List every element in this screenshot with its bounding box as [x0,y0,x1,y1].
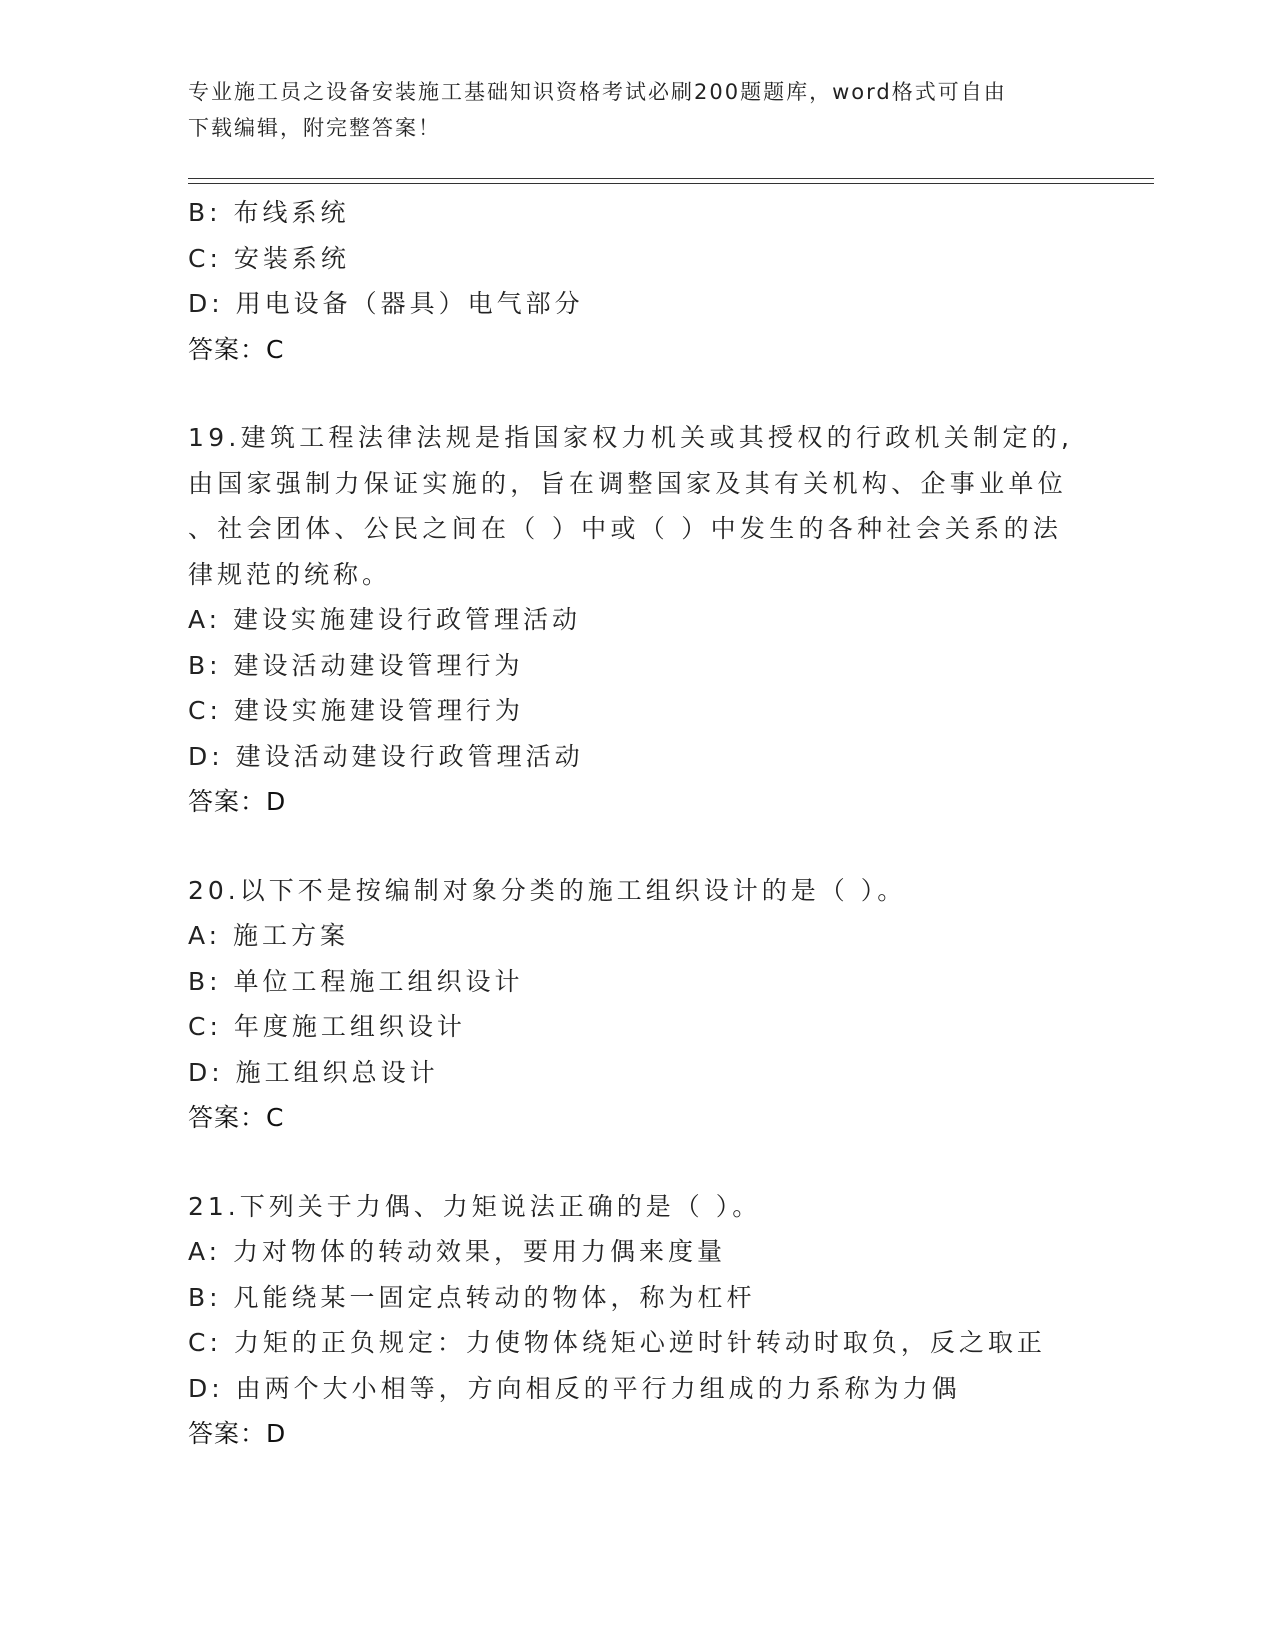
option-b: B: 布线系统 [188,198,350,227]
option-d: D: 用电设备（器具）电气部分 [188,289,584,318]
option-c: C: 安装系统 [188,243,350,273]
option-b: B: 单位工程施工组织设计 [188,966,524,996]
option-b: B: 建设活动建设管理行为 [188,650,524,680]
question-stem-line: 律规范的统称。 [188,559,392,589]
question-stem-line: 21.下列关于力偶、力矩说法正确的是（ ）。 [188,1191,762,1221]
spacer [188,1141,1088,1184]
header-divider-top [188,178,1154,179]
answer-line: 答案：D [188,1419,287,1448]
question-stem-line: 19.建筑工程法律法规是指国家权力机关或其授权的行政机关制定的, [188,423,1074,452]
option-a: A: 力对物体的转动效果，要用力偶来度量 [188,1237,727,1266]
spacer [188,372,1088,415]
option-a: A: 施工方案 [188,921,350,950]
option-c: C: 力矩的正负规定：力使物体绕矩心逆时针转动时取负，反之取正 [188,1328,1046,1357]
option-d: D: 施工组织总设计 [188,1057,439,1087]
answer-line: 答案：C [188,334,285,364]
spacer [188,825,1088,868]
question-21 [188,1184,1088,1457]
header-title-line-1: 专业施工员之设备安装施工基础知识资格考试必刷200题题库，word格式可自由 [188,80,1007,104]
option-d: D: 建设活动建设行政管理活动 [188,741,584,771]
question-19 [188,415,1088,825]
question-stem-line: 由国家强制力保证实施的，旨在调整国家及其有关机构、企事业单位 [188,468,1068,498]
option-a: A: 建设实施建设行政管理活动 [188,605,582,634]
option-d: D: 由两个大小相等，方向相反的平行力组成的力系称为力偶 [188,1373,961,1403]
option-c: C: 年度施工组织设计 [188,1012,466,1041]
page-header [188,74,1068,146]
question-content [188,190,1088,1457]
question-stem-line: 20.以下不是按编制对象分类的施工组织设计的是（ ）。 [188,875,907,905]
question-stem-line: 、社会团体、公民之间在（ ）中或（ ）中发生的各种社会关系的法 [188,514,1063,543]
header-divider-bottom [188,183,1154,184]
question-18-continued [188,190,1088,372]
option-c: C: 建设实施建设管理行为 [188,696,524,725]
header-title-line-2: 下载编辑，附完整答案！ [188,116,441,140]
answer-line: 答案：D [188,787,287,816]
answer-line: 答案：C [188,1103,285,1132]
question-20 [188,868,1088,1141]
option-b: B: 凡能绕某一固定点转动的物体，称为杠杆 [188,1282,756,1312]
